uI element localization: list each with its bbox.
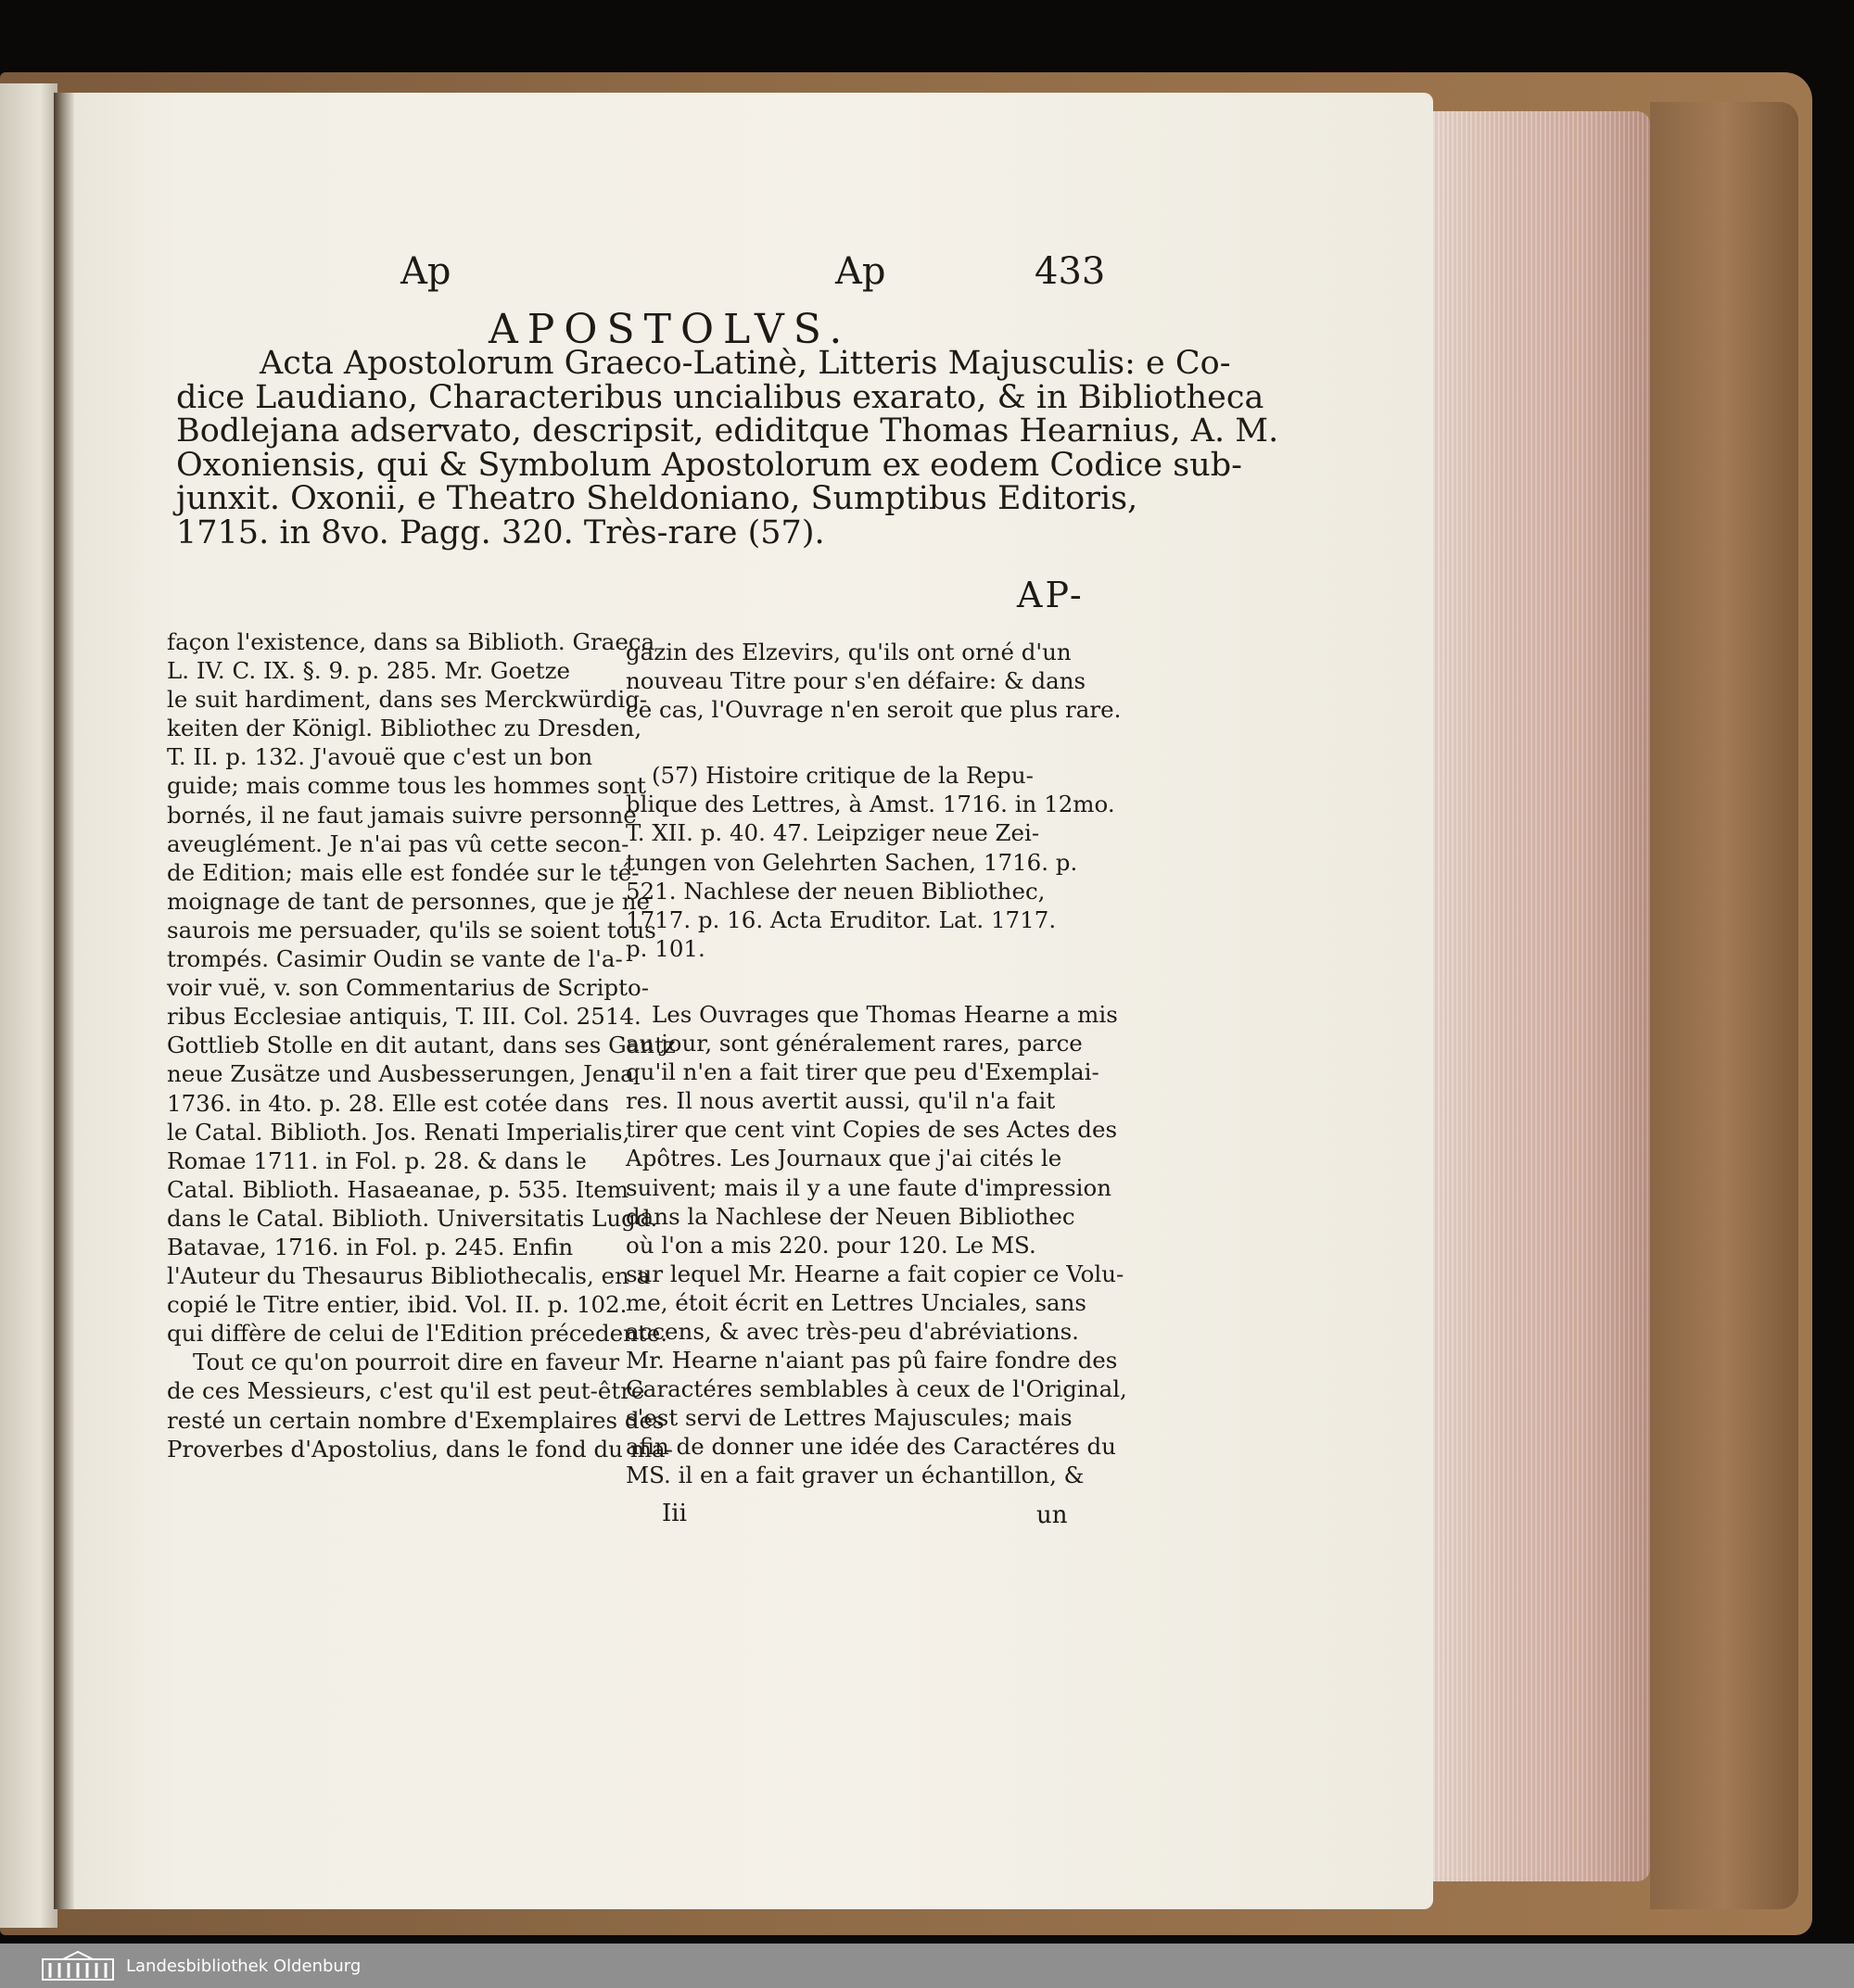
text-line: accens, & avec très-peu d'abréviations. — [626, 1317, 1079, 1345]
text-line: bornés, il ne faut jamais suivre personne — [167, 801, 637, 829]
text-line: ce cas, l'Ouvrage n'en seroit que plus rare. — [626, 696, 1122, 724]
page-gutter — [54, 93, 74, 1909]
text-line: dans la Nachlese der Neuen Bibliothec — [626, 1202, 1075, 1230]
footnote-line: p. 101. — [626, 934, 705, 962]
text-line: Apôtres. Les Journaux que j'ai cités le — [626, 1145, 1062, 1172]
entry-line: Bodlejana adservato, descripsit, ediditque Thomas Hearnius, A. M. — [176, 412, 1279, 450]
text-line: keiten der Königl. Bibliothec zu Dresden, — [167, 715, 642, 742]
text-line: le Catal. Biblioth. Jos. Renati Imperialis, — [167, 1118, 630, 1146]
text-line: Proverbes d'Apostolius, dans le fond du ma- — [167, 1435, 673, 1463]
entry-line: Acta Apostolorum Graeco-Latinè, Litteris Majusculis: e Co- — [260, 345, 1231, 382]
text-line: voir vuë, v. son Commentarius de Scripto- — [167, 974, 649, 1002]
text-line: nouveau Titre pour s'en défaire: & dans — [626, 667, 1086, 695]
text-line: Tout ce qu'on pourroit dire en faveur — [193, 1349, 620, 1376]
page-number: 433 — [1035, 250, 1106, 293]
catchword-bottom: un — [1036, 1501, 1068, 1529]
text-line: l'Auteur du Thesaurus Bibliothecalis, en a — [167, 1262, 651, 1290]
text-line: Mr. Hearne n'aiant pas pû faire fondre des — [626, 1347, 1118, 1374]
library-name: Landesbibliothek Oldenburg — [126, 1956, 362, 1976]
right-column — [626, 638, 1127, 1490]
text-line: Catal. Biblioth. Hasaeanae, p. 535. Item — [167, 1175, 629, 1203]
entry-line: Oxoniensis, qui & Symbolum Apostolorum ex eodem Codice sub- — [176, 446, 1242, 484]
text-line: Caractéres semblables à ceux de l'Original, — [626, 1375, 1127, 1403]
text-line: qu'il n'en a fait tirer que peu d'Exemplai- — [626, 1058, 1099, 1086]
catchword-top: AP- — [1017, 575, 1085, 615]
text-line: le suit hardiment, dans ses Merckwürdig- — [167, 686, 648, 714]
text-line: trompés. Casimir Oudin se vante de l'a- — [167, 945, 623, 973]
text-line: Gottlieb Stolle en dit autant, dans ses Gantz — [167, 1032, 676, 1059]
text-line: s'est servi de Lettres Majuscules; mais — [626, 1404, 1073, 1432]
section-title: APOSTOLVS. — [489, 306, 852, 353]
entry-line: dice Laudiano, Characteribus uncialibus exarato, & in Bibliotheca — [176, 378, 1264, 416]
text-line: tirer que cent vint Copies de ses Actes des — [626, 1116, 1118, 1144]
text-line: copié le Titre entier, ibid. Vol. II. p. 102. — [167, 1291, 628, 1319]
entry-paragraph — [176, 345, 1279, 551]
text-line: Romae 1711. in Fol. p. 28. & dans le — [167, 1146, 587, 1174]
running-head-center: Ap — [835, 250, 886, 293]
text-line: T. II. p. 132. J'avouë que c'est un bon — [167, 743, 593, 771]
signature-mark: Iii — [662, 1500, 687, 1527]
text-line: Les Ouvrages que Thomas Hearne a mis — [652, 1000, 1118, 1028]
left-page-edge — [0, 83, 57, 1928]
text-line: guide; mais comme tous les hommes sont — [167, 772, 647, 800]
footnote-line: tungen von Gelehrten Sachen, 1716. p. — [626, 848, 1078, 876]
footnote-line: 1717. p. 16. Acta Eruditor. Lat. 1717. — [626, 905, 1057, 933]
book-cover-edge — [1650, 102, 1798, 1909]
text-line: gazin des Elzevirs, qu'ils ont orné d'un — [626, 639, 1072, 665]
text-line: neue Zusätze und Ausbesserungen, Jena — [167, 1060, 634, 1088]
library-building-icon — [41, 1950, 115, 1982]
text-line: afin de donner une idée des Caractéres du — [626, 1433, 1116, 1461]
running-head-left: Ap — [400, 250, 451, 293]
text-line: me, étoit écrit en Lettres Unciales, sans — [626, 1288, 1086, 1316]
text-line: sur lequel Mr. Hearne a fait copier ce Volu- — [626, 1260, 1124, 1287]
text-line: qui diffère de celui de l'Edition précedente. — [167, 1320, 668, 1348]
entry-line: 1715. in 8vo. Pagg. 320. Très-rare (57). — [176, 513, 825, 551]
footnote-line: T. XII. p. 40. 47. Leipziger neue Zei- — [626, 819, 1040, 847]
text-line: L. IV. C. IX. §. 9. p. 285. Mr. Goetze — [167, 657, 570, 685]
text-line: où l'on a mis 220. pour 120. Le MS. — [626, 1231, 1036, 1259]
text-line: Batavae, 1716. in Fol. p. 245. Enfin — [167, 1233, 574, 1260]
text-line: de ces Messieurs, c'est qu'il est peut-être — [167, 1377, 645, 1405]
footer-bar — [0, 1944, 1854, 1988]
entry-line: junxit. Oxonii, e Theatro Sheldoniano, Sumptibus Editoris, — [176, 480, 1138, 517]
text-line: dans le Catal. Biblioth. Universitatis Lugd. — [167, 1204, 658, 1232]
text-line: au jour, sont généralement rares, parce — [626, 1030, 1083, 1057]
text-line: res. Il nous avertit aussi, qu'il n'a fait — [626, 1087, 1056, 1115]
text-line: MS. il en a fait graver un échantillon, & — [626, 1462, 1085, 1489]
page-edges — [1433, 111, 1650, 1881]
text-line: resté un certain nombre d'Exemplaires des — [167, 1406, 665, 1434]
footnote-line: blique des Lettres, à Amst. 1716. in 12mo. — [626, 791, 1115, 818]
text-line: de Edition; mais elle est fondée sur le té- — [167, 858, 640, 886]
text-line: moignage de tant de personnes, que je ne — [167, 887, 650, 915]
text-line: suivent; mais il y a une faute d'impression — [626, 1173, 1112, 1201]
text-line: aveuglément. Je n'ai pas vû cette secon- — [167, 829, 629, 857]
text-line: saurois me persuader, qu'ils se soient tous — [167, 916, 656, 943]
footnote-line: 521. Nachlese der neuen Bibliothec, — [626, 877, 1046, 905]
footnote-line: (57) Histoire critique de la Repu- — [652, 762, 1034, 790]
text-line: ribus Ecclesiae antiquis, T. III. Col. 2514. — [167, 1003, 641, 1031]
text-line: façon l'existence, dans sa Biblioth. Graeca — [167, 628, 655, 655]
text-line: 1736. in 4to. p. 28. Elle est cotée dans — [167, 1089, 609, 1117]
